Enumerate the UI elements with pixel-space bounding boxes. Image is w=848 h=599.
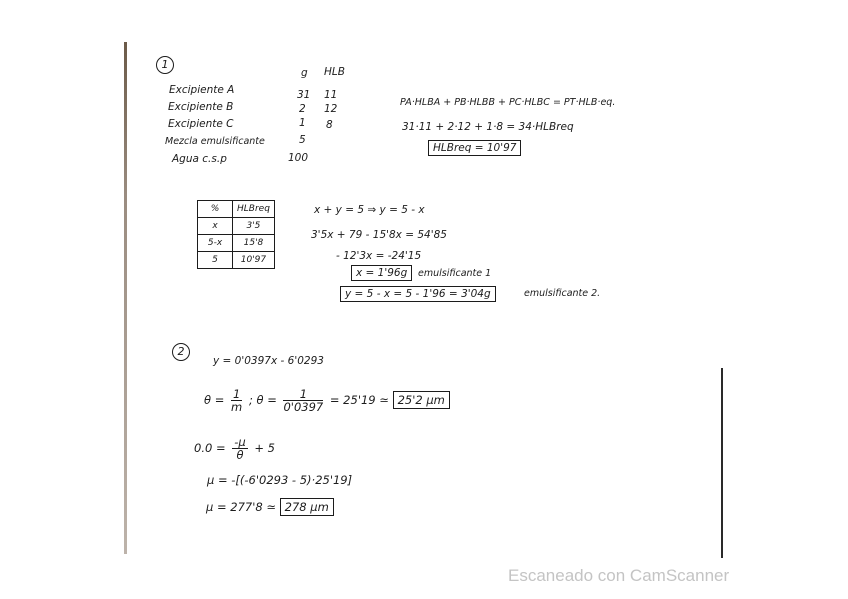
table-cell: x — [198, 218, 233, 235]
row-hlb: 12 — [324, 103, 338, 115]
zero-potential-equation — [194, 436, 275, 461]
row-g: 5 — [299, 134, 306, 146]
fraction-numerator: 1 — [232, 387, 241, 401]
hlb-mixture-table — [197, 200, 275, 269]
table-row — [198, 201, 275, 218]
fraction — [232, 436, 247, 461]
regression-equation: y = 0'0397x - 6'0293 — [213, 355, 324, 367]
fraction-denominator: 0'0397 — [283, 400, 324, 414]
row-g: 1 — [299, 117, 306, 129]
mu-result — [206, 500, 334, 514]
equation-rhs: + 5 — [254, 441, 275, 455]
hlb-required-result: HLBreq = 10'97 — [428, 140, 521, 156]
result-y: y = 5 - x = 5 - 1'96 = 3'04g — [340, 286, 496, 302]
mu-substitution: µ = -[(-6'0293 - 5)·25'19] — [207, 473, 353, 487]
table-cell: 15'8 — [233, 235, 275, 252]
system-equation-3: - 12'3x = -24'15 — [336, 250, 422, 262]
fraction — [283, 388, 323, 413]
fraction-denominator: m — [231, 400, 243, 414]
theta-label: θ = — [256, 393, 277, 407]
equation-hlb-numeric: 31·11 + 2·12 + 1·8 = 34·HLBreq — [402, 121, 574, 133]
column-header-g: g — [301, 67, 308, 79]
row-name: Excipiente A — [169, 84, 235, 96]
mu-final-result: 278 µm — [280, 498, 334, 516]
table-row — [198, 252, 275, 269]
row-name: Mezcla emulsificante — [165, 136, 265, 147]
table-cell: 10'97 — [233, 252, 275, 269]
row-g: 31 — [297, 89, 311, 101]
table-cell: 5-x — [198, 235, 233, 252]
column-header-hlb: HLB — [324, 66, 345, 78]
fraction-numerator: -µ — [234, 435, 246, 449]
scan-page-edge-left — [124, 42, 127, 554]
separator: ; — [248, 393, 253, 407]
row-hlb: 11 — [324, 89, 338, 101]
fraction — [231, 388, 242, 413]
table-row — [198, 235, 275, 252]
camscanner-watermark: Escaneado con CamScanner — [508, 566, 730, 585]
system-equation-2: 3'5x + 79 - 15'8x = 54'85 — [311, 229, 447, 241]
problem-2-number: 2 — [172, 343, 190, 361]
theta-label: θ = — [204, 393, 225, 407]
theta-formula — [204, 388, 450, 413]
theta-final-result: 25'2 µm — [393, 391, 450, 409]
problem-1-number: 1 — [156, 56, 174, 74]
fraction-numerator: 1 — [283, 388, 323, 401]
theta-result: = 25'19 ≃ — [329, 393, 389, 407]
scan-page-edge-right — [721, 368, 723, 558]
row-g: 100 — [288, 152, 309, 164]
row-name: Excipiente B — [168, 101, 234, 113]
result-y-note: emulsificante 2. — [524, 288, 601, 299]
row-hlb: 8 — [326, 119, 333, 131]
table-cell: 5 — [198, 252, 233, 269]
row-g: 2 — [299, 103, 306, 115]
row-name: Agua c.s.p — [172, 153, 227, 165]
equation-lhs: 0.0 = — [194, 441, 226, 455]
row-name: Excipiente C — [168, 118, 234, 130]
fraction-denominator: θ — [236, 448, 244, 462]
table-row — [198, 218, 275, 235]
result-x: x = 1'96g — [351, 265, 412, 281]
table-header-cell: HLBreq — [233, 201, 275, 218]
result-x-note: emulsificante 1 — [418, 268, 492, 279]
equation-hlb-general: PA·HLBA + PB·HLBB + PC·HLBC = PT·HLB·eq. — [400, 97, 616, 108]
table-header-cell: % — [198, 201, 233, 218]
table-cell: 3'5 — [233, 218, 275, 235]
mu-result-value: µ = 277'8 ≃ — [206, 500, 276, 514]
system-equation-1: x + y = 5 ⇒ y = 5 - x — [314, 204, 425, 216]
